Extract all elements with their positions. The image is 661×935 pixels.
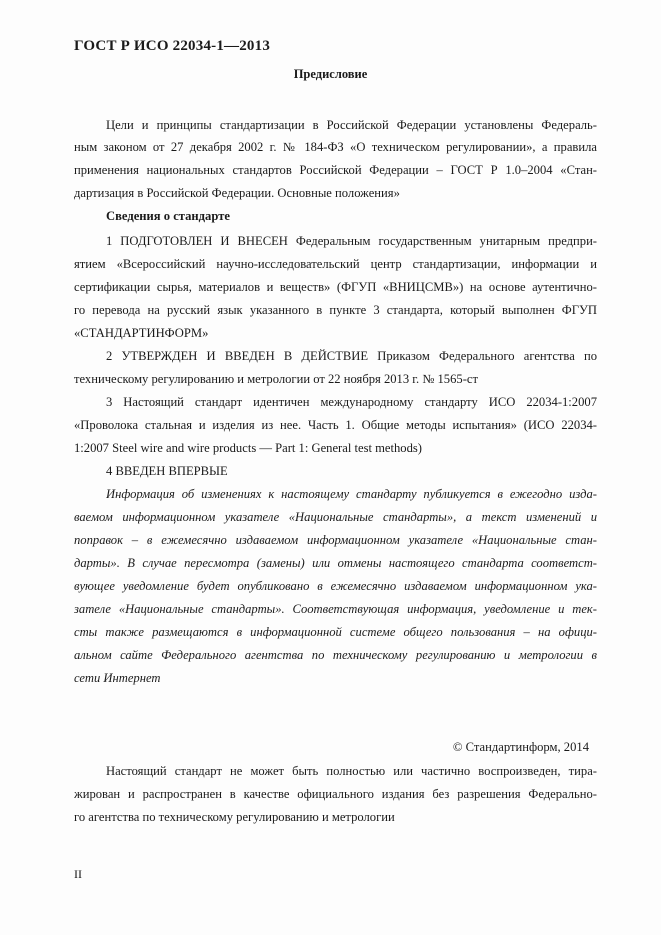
item2-line: техническому регулированию и метрологии от 22 ноября 2013 г. № 1565-ст — [74, 372, 478, 386]
item3-line: 1:2007 Steel wire and wire products — Part 1: General test methods) — [74, 441, 422, 455]
item1-line: го перевода на русский язык указанного в пункте 3 стандарта, который выполнен ФГУП — [74, 303, 597, 317]
notice-line: Настоящий стандарт не может быть полностью или частично воспроизведен, тира- — [106, 764, 597, 778]
intro-line: дартизация в Российской Федерации. Основные положения» — [74, 186, 400, 200]
info-line: Информация об изменениях к настоящему стандарту публикуется в ежегодно изда- — [106, 487, 597, 501]
intro-line: применения национальных стандартов Российской Федерации – ГОСТ Р 1.0–2004 «Стан- — [74, 163, 597, 177]
item1-line: 1 ПОДГОТОВЛЕН И ВНЕСЕН Федеральным государственным унитарным предпри- — [106, 234, 597, 248]
page-number: II — [74, 867, 82, 881]
section-heading: Сведения о стандарте — [106, 209, 230, 223]
item2-line: 2 УТВЕРЖДЕН И ВВЕДЕН В ДЕЙСТВИЕ Приказом Федерального агентства по — [106, 349, 597, 363]
notice-line: го агентства по техническому регулированию и метрологии — [74, 810, 395, 824]
info-line: дарты». В случае пересмотра (замены) или отмены настоящего стандарта соответст- — [74, 556, 597, 570]
info-line: поправок – в ежемесячно издаваемом информационном указателе «Национальные стан- — [74, 533, 597, 547]
info-line: сты также размещаются в информационной системе общего пользования – на офици- — [74, 625, 597, 639]
info-line: вующее уведомление будет опубликовано в ежемесячно издаваемом информационном ука- — [74, 579, 597, 593]
item3-line: «Проволока стальная и изделия из нее. Часть 1. Общие методы испытания» (ИСО 22034- — [74, 418, 597, 432]
intro-line: Цели и принципы стандартизации в Российской Федерации установлены Федераль- — [106, 118, 597, 132]
notice-line: жирован и распространен в качестве официального издания без разрешения Федерально- — [74, 787, 597, 801]
copyright: © Стандартинформ, 2014 — [452, 740, 589, 754]
intro-line: ным законом от 27 декабря 2002 г. № 184-ФЗ «О техническом регулировании», а правила — [74, 140, 597, 154]
item1-line: «СТАНДАРТИНФОРМ» — [74, 326, 209, 340]
info-line: сети Интернет — [74, 671, 161, 685]
item4-line: 4 ВВЕДЕН ВПЕРВЫЕ — [106, 464, 228, 478]
item3-line: 3 Настоящий стандарт идентичен международному стандарту ИСО 22034-1:2007 — [106, 395, 597, 409]
page-title: Предисловие — [293, 67, 368, 81]
document-code: ГОСТ Р ИСО 22034-1—2013 — [74, 38, 271, 54]
info-line: альном сайте Федерального агентства по техническому регулированию и метрологии в — [74, 648, 597, 662]
info-line: ваемом информационном указателе «Национальные стандарты», а текст изменений и — [74, 510, 597, 524]
item1-line: сертификации сырья, материалов и веществ» (ФГУП «ВНИЦСМВ») на основе аутентично- — [74, 280, 597, 294]
info-line: зателе «Национальные стандарты». Соответствующая информация, уведомление и тек- — [74, 602, 597, 616]
item1-line: ятием «Всероссийский научно-исследовательский центр стандартизации, информации и — [74, 257, 597, 271]
